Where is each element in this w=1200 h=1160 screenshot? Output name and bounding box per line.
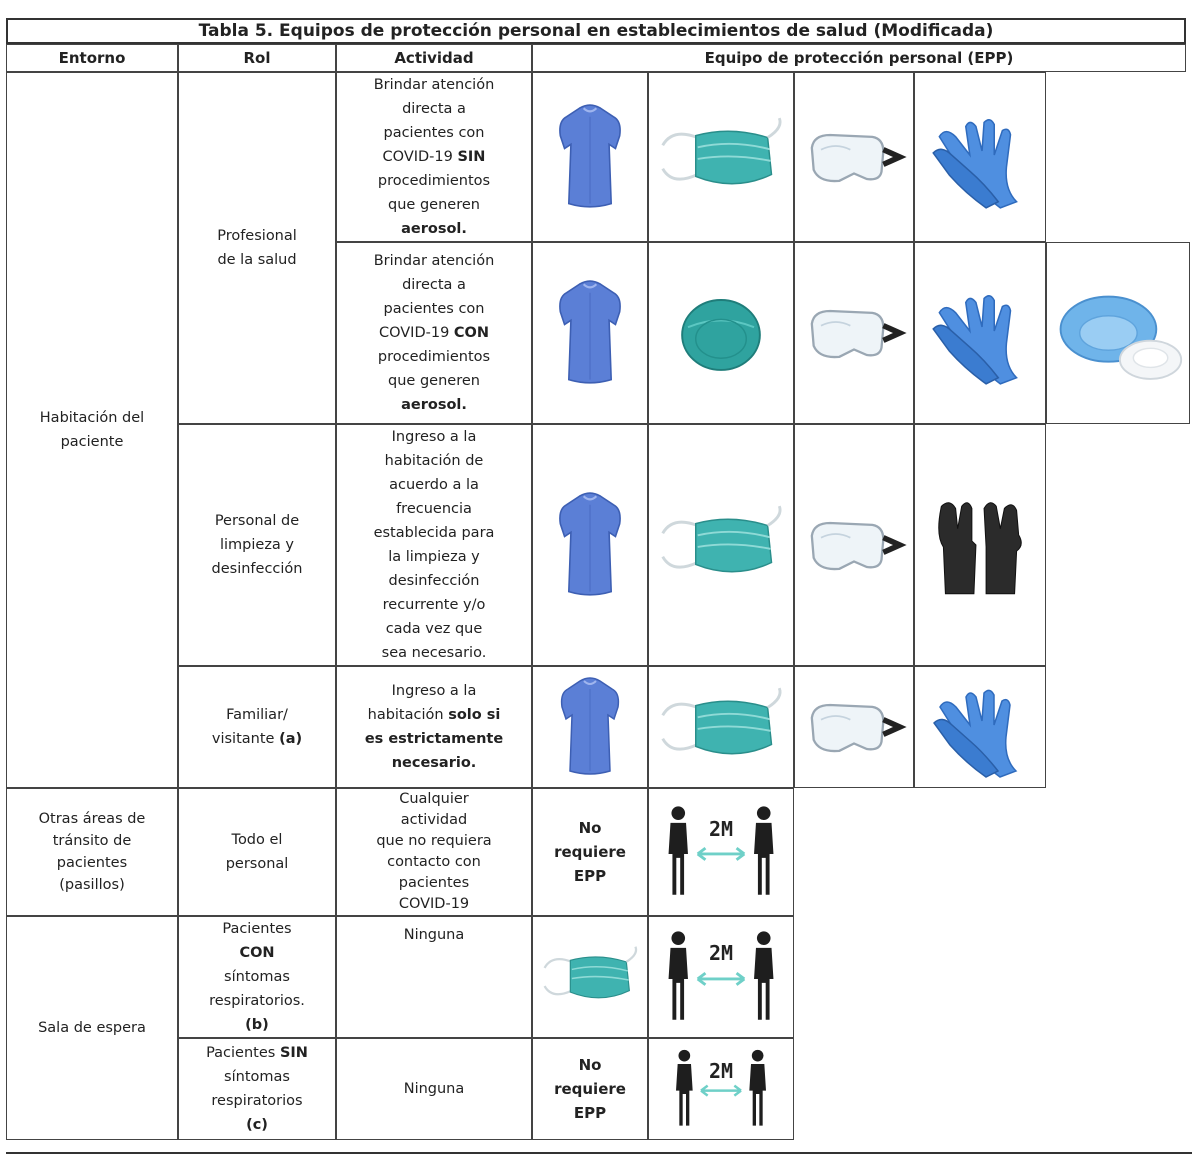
- entorno-otras-areas: Otras áreas de tránsito de pacientes (pasillos): [6, 788, 178, 916]
- distance-2m-icon: [648, 788, 794, 916]
- no-epp-label: No requiere EPP: [532, 1038, 648, 1140]
- header-epp: Equipo de protección personal (EPP): [532, 44, 1186, 72]
- table-title: Tabla 5. Equipos de protección personal en establecimientos de salud (Modificada): [6, 18, 1186, 44]
- surgical-mask-icon: [648, 72, 794, 242]
- actividad-cualquier: Cualquier actividad que no requiera contacto con pacientes COVID-19: [336, 788, 532, 916]
- note-mark-a: (a): [279, 731, 303, 747]
- header-actividad: Actividad: [336, 44, 532, 72]
- rol-familiar-label: Familiar/ visitante: [211, 707, 288, 747]
- actividad-ninguna-con: Ninguna: [336, 916, 532, 1038]
- gloves-icon: [914, 666, 1046, 788]
- a2-mid: procedimientos que generen: [377, 349, 491, 389]
- surgical-mask-icon: [532, 916, 648, 1038]
- no-epp-label: No requiere EPP: [532, 788, 648, 916]
- goggles-icon: [794, 242, 914, 424]
- goggles-icon: [794, 72, 914, 242]
- gloves-icon: [914, 242, 1046, 424]
- gown-icon: [532, 242, 648, 424]
- distance-label: 2M: [708, 817, 734, 841]
- gloves-icon: [914, 72, 1046, 242]
- distance-2m-icon: [648, 916, 794, 1038]
- rol-familiar-visitante: [178, 666, 336, 788]
- a1-end: aerosol.: [401, 221, 467, 237]
- con-sintomas-post: síntomas respiratorios.: [209, 969, 305, 1009]
- goggles-icon: [794, 666, 914, 788]
- a2-pre: Brindar atención directa a pacientes con COVID-19: [373, 253, 495, 341]
- actividad-visita: [336, 666, 532, 788]
- surgical-mask-icon: [648, 666, 794, 788]
- sin-sintomas-pre: Pacientes: [206, 1045, 280, 1061]
- note-mark-c: (c): [246, 1117, 268, 1133]
- goggles-icon: [794, 424, 914, 666]
- a1-pre: Brindar atención directa a pacientes con COVID-19: [373, 77, 495, 165]
- header-entorno: Entorno: [6, 44, 178, 72]
- note-mark-b: (b): [245, 1017, 269, 1033]
- a4-pre: Ingreso a la habitación: [367, 683, 477, 723]
- rol-personal-limpieza: Personal de limpieza y desinfección: [178, 424, 336, 666]
- header-rol: Rol: [178, 44, 336, 72]
- respirator-icon: [648, 242, 794, 424]
- a2-bold: CON: [453, 325, 490, 341]
- hair-cap-icon: [1046, 242, 1190, 424]
- rol-pacientes-con-sintomas: [178, 916, 336, 1038]
- actividad-limpieza: Ingreso a la habitación de acuerdo a la frecuencia establecida para la limpieza y desinfección recurrente y/o cada vez que sea necesario.: [336, 424, 532, 666]
- distance-2m-icon: [648, 1038, 794, 1140]
- entorno-habitacion: Habitación del paciente: [6, 72, 178, 788]
- entorno-sala-espera: Sala de espera: [6, 916, 178, 1140]
- gown-icon: [532, 424, 648, 666]
- a1-mid: procedimientos que generen: [377, 173, 491, 213]
- actividad-ninguna-sin: Ninguna: [336, 1038, 532, 1140]
- rol-profesional-salud: Profesional de la salud: [178, 72, 336, 424]
- rol-todo-personal: Todo el personal: [178, 788, 336, 916]
- con-sintomas-bold: CON: [239, 945, 275, 961]
- con-sintomas-pre: Pacientes: [222, 921, 292, 937]
- a4-bold: solo si es estrictamente necesario.: [364, 707, 504, 771]
- gown-icon: [532, 72, 648, 242]
- gown-icon: [532, 666, 648, 788]
- actividad-atencion-con-aerosol: [336, 242, 532, 424]
- distance-label: 2M: [708, 1059, 734, 1083]
- actividad-atencion-sin-aerosol: [336, 72, 532, 242]
- sin-sintomas-bold: SIN: [279, 1045, 308, 1061]
- surgical-mask-icon: [648, 424, 794, 666]
- rol-pacientes-sin-sintomas: [178, 1038, 336, 1140]
- a2-end: aerosol.: [401, 397, 467, 413]
- rubber-gloves-icon: [914, 424, 1046, 666]
- distance-label: 2M: [708, 941, 734, 965]
- bottom-rule: [6, 1152, 1192, 1154]
- a1-bold: SIN: [457, 149, 486, 165]
- sin-sintomas-post: síntomas respiratorios: [211, 1069, 303, 1109]
